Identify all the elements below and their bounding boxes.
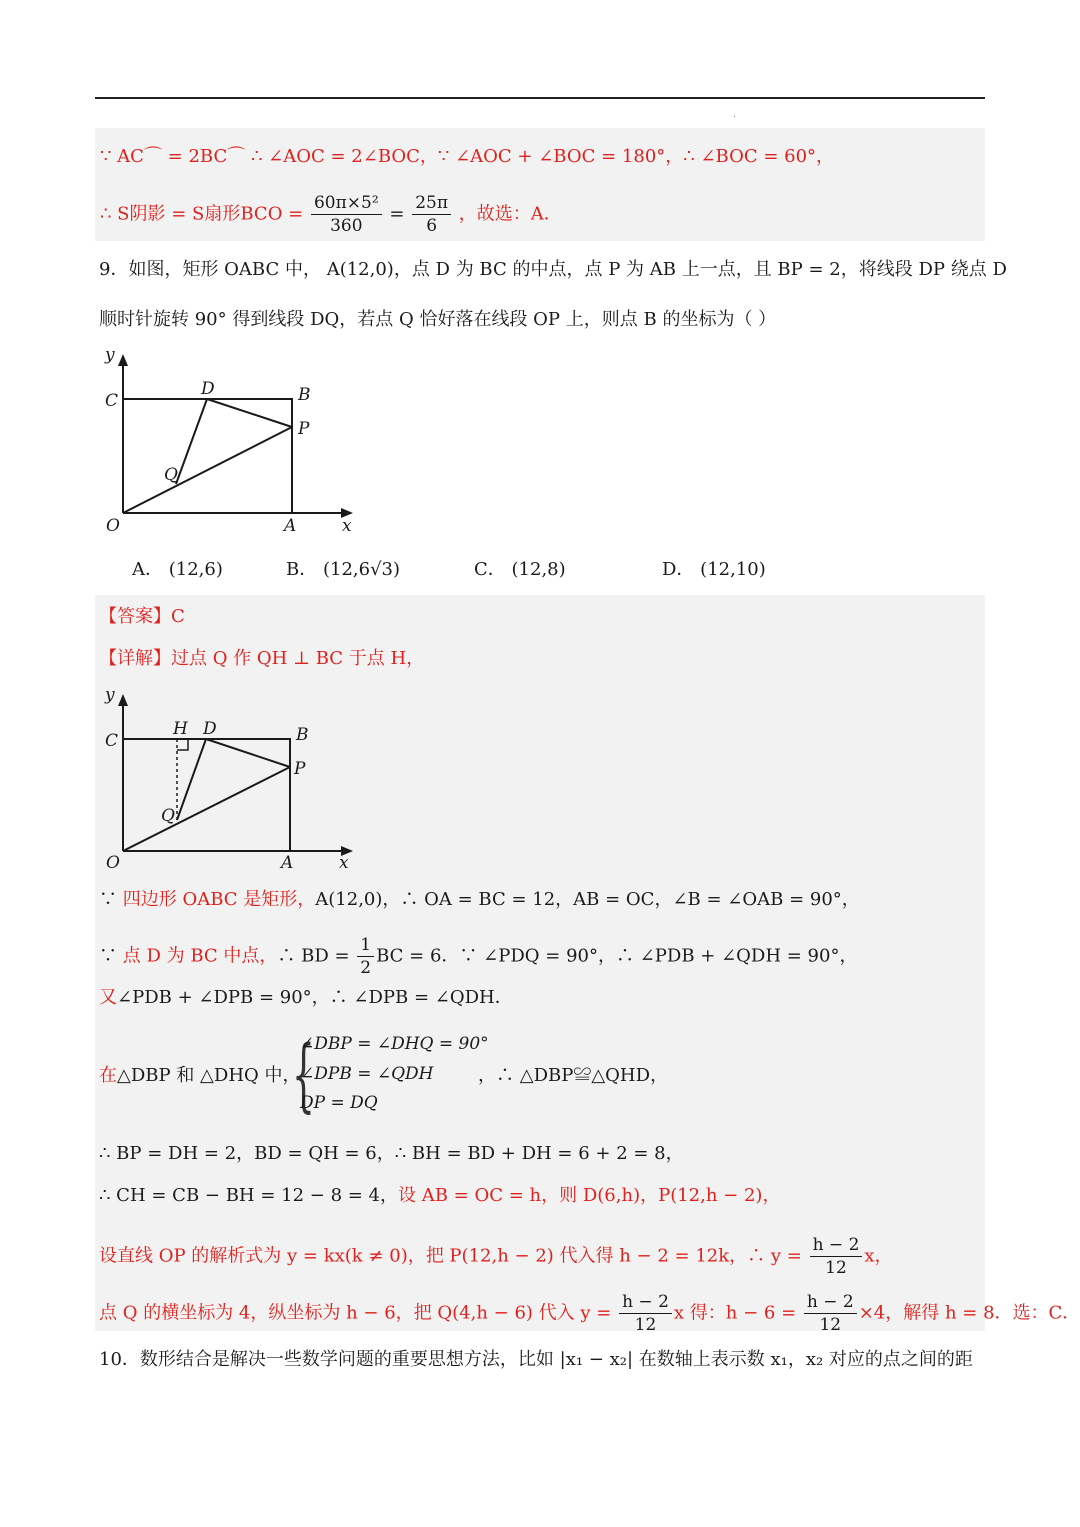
- fraction-area: $\frac{\text{60π×5²}}{360}$: [311, 192, 382, 237]
- label-D: D: [203, 719, 217, 739]
- fraction-result: $\frac{25\pi}{6}$: [412, 192, 451, 237]
- prev-conclusion: ，故选：A．: [458, 203, 562, 225]
- prev-solution-line2: [100, 192, 562, 237]
- label-P: P: [298, 419, 310, 439]
- label-y: y: [105, 685, 115, 705]
- detail-line-1: ∵ 四边形 OABC 是矩形，A(12,0)，∴ OA = BC = 12，AB = OC，∠B = ∠OAB = 90°，: [99, 889, 860, 910]
- option-a[interactable]: A． (12,6): [132, 559, 223, 580]
- label-O: O: [106, 516, 120, 536]
- detail-line-2: ∵ 点 D 为 BC 中点，∴ BD = $\frac{1}{2}$ BC = 6．∵ ∠PDQ = 90°，∴ ∠PDB + ∠QDH = 90°，: [99, 935, 858, 978]
- question-figure: [95, 340, 365, 540]
- answer-line: 【答案】C: [99, 606, 185, 627]
- question-9-line2: 顺时针旋转 90° 得到线段 DQ，若点 Q 恰好落在线段 OP 上，则点 B 的坐标为（ ）: [99, 309, 777, 330]
- question-10-line1: 10．数形结合是解决一些数学问题的重要思想方法，比如 |x₁ − x₂| 在数轴上表示数 x₁，x₂ 对应的点之间的距: [99, 1349, 973, 1370]
- header-rule: [95, 97, 985, 99]
- detail-line-8: 点 Q 的横坐标为 4，纵坐标为 h − 6，把 Q(4,h − 6) 代入 y = $\frac{h - 2}{12}$ x 得：h − 6 = $\frac{h - 2}{12}$ ×4，解得 h = 8．选：C．: [99, 1292, 1080, 1335]
- system-row-2: ∠DPB = ∠QDH: [300, 1064, 434, 1084]
- label-Q: Q: [164, 465, 178, 485]
- label-x: x: [339, 853, 349, 873]
- fraction-slope-3: $\frac{h - 2}{12}$: [804, 1291, 857, 1336]
- detail-line-3: 又∠PDB + ∠DPB = 90°，∴ ∠DPB = ∠QDH．: [99, 987, 513, 1008]
- label-H: H: [173, 719, 188, 739]
- header-dot: ·: [733, 112, 737, 123]
- detail-figure: [95, 680, 365, 875]
- brace-icon: {: [292, 1028, 315, 1121]
- detail-intro: 【详解】过点 Q 作 QH ⊥ BC 于点 H，: [99, 648, 425, 669]
- label-C: C: [105, 391, 119, 411]
- label-Q: Q: [161, 806, 175, 826]
- label-A: A: [281, 853, 294, 873]
- congruence-system: [292, 1028, 489, 1122]
- fraction-slope-2: $\frac{h - 2}{12}$: [619, 1291, 672, 1336]
- fraction-slope: $\frac{h - 2}{12}$: [810, 1234, 863, 1279]
- detail-line-7: 设直线 OP 的解析式为 y = kx(k ≠ 0)，把 P(12,h − 2) 代入得 h − 2 = 12k，∴ y = $\frac{h - 2}{12}$ x，: [99, 1235, 893, 1278]
- label-C: C: [105, 731, 119, 751]
- option-d[interactable]: D． (12,10): [662, 559, 766, 580]
- option-b[interactable]: B． (12,6√3): [286, 559, 401, 580]
- label-O: O: [106, 853, 120, 873]
- system-row-1: ∠DBP = ∠DHQ = 90°: [300, 1034, 489, 1054]
- detail-line-5: ∴ BP = DH = 2，BD = QH = 6，∴ BH = BD + DH = 6 + 2 = 8，: [99, 1143, 684, 1164]
- label-P: P: [294, 759, 306, 779]
- label-B: B: [296, 725, 309, 745]
- detail-line-4: 在△DBP 和 △DHQ 中，: [99, 1065, 301, 1086]
- equals-sign: =: [389, 203, 405, 225]
- label-y: y: [105, 345, 115, 365]
- detail-line-4-conclusion: ，∴ △DBP≌△QHD，: [478, 1065, 669, 1086]
- label-x: x: [342, 516, 352, 536]
- label-A: A: [284, 516, 297, 536]
- label-D: D: [201, 379, 215, 399]
- prev-solution-line1: ∵ AC⌒ = 2BC⌒ ∴ ∠AOC = 2∠BOC，∵ ∠AOC + ∠BOC = 180°，∴ ∠BOC = 60°，: [100, 146, 835, 167]
- question-9-line1: 9．如图，矩形 OABC 中， A(12,0)，点 D 为 BC 的中点，点 P 为 AB 上一点，且 BP = 2，将线段 DP 绕点 D: [99, 259, 1007, 280]
- detail-line-6: ∴ CH = CB − BH = 12 − 8 = 4，设 AB = OC = h，则 D(6,h)，P(12,h − 2)，: [99, 1185, 781, 1206]
- label-B: B: [298, 385, 311, 405]
- system-row-3: DP = DQ: [300, 1093, 378, 1113]
- option-c[interactable]: C． (12,8): [474, 559, 566, 580]
- fraction-half: $\frac{1}{2}$: [357, 934, 374, 979]
- area-expression: ∴ S阴影 = S扇形BCO =: [100, 203, 309, 225]
